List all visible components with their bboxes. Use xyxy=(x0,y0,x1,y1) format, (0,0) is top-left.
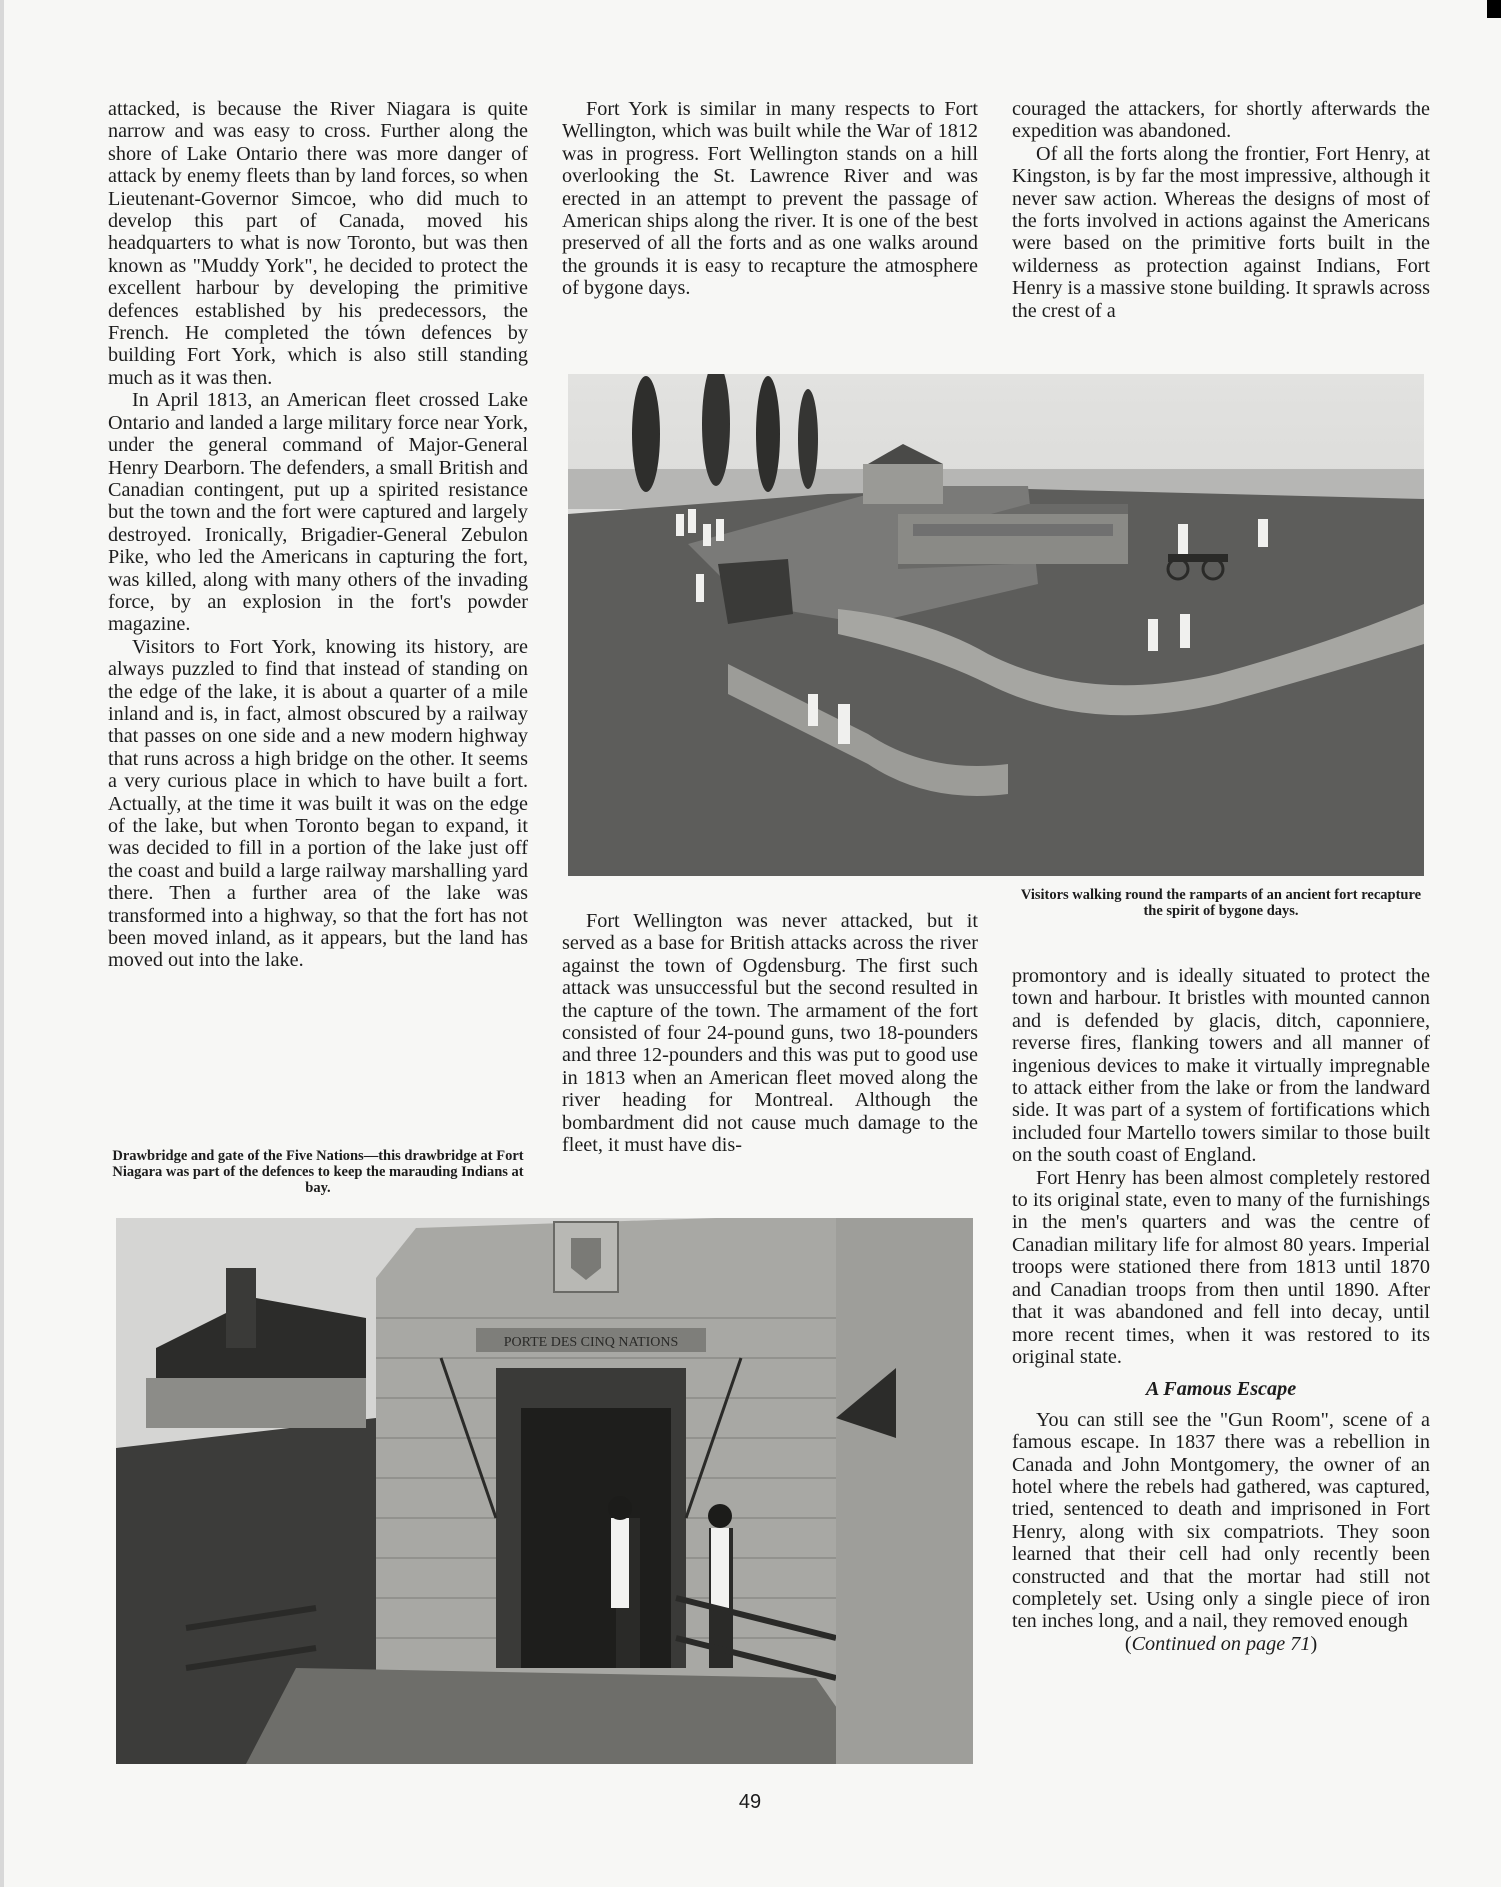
drawbridge-gate-illustration xyxy=(116,1218,973,1764)
page-edge xyxy=(0,0,4,1887)
paragraph: Visitors to Fort York, knowing its history, are always puzzled to find that instead of standing on the edge of the lake, it is about a quarter of a mile inland and is, in fact, almost obscured by a railway that passes on one side and a new modern highway that runs across a high bridge on the other. It seems a very curious place in which to have built a fort. Actually, at the time it was built it was on the edge of the lake, but when Toronto began to expand, it was decided to fill in a portion of the lake just off the coast and build a large railway marshalling yard there. Then a further area of the lake was transformed into a highway, so that the fort has not been moved inland, as it appears, but the land has moved out into the lake. xyxy=(108,635,528,972)
corner-mark xyxy=(1487,0,1501,18)
paragraph: couraged the attackers, for shortly afterwards the expedition was abandoned. xyxy=(1012,98,1430,143)
photo-caption-ramparts: Visitors walking round the ramparts of an ancient fort recapture the spirit of bygone days. xyxy=(1020,887,1422,919)
column-2-bottom xyxy=(562,910,978,1156)
section-subheading: A Famous Escape xyxy=(1145,1378,1297,1401)
page-number: 49 xyxy=(738,1791,762,1813)
column-2-top xyxy=(562,98,978,300)
paragraph: Fort Henry has been almost completely restored to its original state, even to many of the furnishings in the men's quarters and was the centre of Canadian military life for almost 80 years. Imperial troops were stationed there from 1813 until 1870 and Canadian troops from then until 1890. After that it was abandoned and fell into decay, until more recent times, when it was restored to its original state. xyxy=(1012,1166,1430,1368)
paragraph: Fort Wellington was never attacked, but it served as a base for British attacks across the river against the town of Ogdensburg. The first such attack was unsuccessful but the second resulted in the capture of the town. The armament of the fort consisted of four 24-pound guns, two 18-pounders and three 12-pounders and this was put to good use in 1813 when an American fleet moved along the river heading for Montreal. Although the bombardment did not cause much damage to the fleet, it must have dis- xyxy=(562,910,978,1157)
paragraph: You can still see the "Gun Room", scene of a famous escape. In 1837 there was a rebellion in Canada and John Montgomery, the owner of an hotel where the rebels had gathered, was captured, tried, sentenced to death and imprisoned in Fort Henry, along with six compatriots. They soon learned that their cell had only recently been constructed and that the mortar had still not completely set. Using only a single piece of iron ten inches long, and a nail, they removed enough xyxy=(1012,1408,1430,1633)
photo-drawbridge-gate xyxy=(116,1218,973,1764)
column-1 xyxy=(108,98,528,972)
gate-inscription: PORTE DES CINQ NATIONS xyxy=(503,1335,679,1350)
photo-caption-drawbridge: Drawbridge and gate of the Five Nations—this drawbridge at Fort Niagara was part of the defences to keep the marauding Indians at bay. xyxy=(112,1148,524,1196)
continued-note: (Continued on page 71) xyxy=(1124,1632,1318,1655)
paragraph: In April 1813, an American fleet crossed Lake Ontario and landed a large military force near York, under the general command of Major-General Henry Dearborn. The defenders, a small British and Canadian contingent, put up a spirited resistance but the town and the fort were captured and largely destroyed. Ironically, Brigadier-General Zebulon Pike, who led the Americans in capturing the fort, was killed, along with many others of the invading force, by an explosion in the fort's powder magazine. xyxy=(108,389,528,636)
paragraph: Of all the forts along the frontier, Fort Henry, at Kingston, is by far the most impressive, although it never saw action. Whereas the designs of most of the forts involved in actions against the Americans were based on the primitive forts built in the wilderness as protection against Indians, Fort Henry is a massive stone building. It sprawls across the crest of a xyxy=(1012,142,1430,322)
paragraph: Fort York is similar in many respects to Fort Wellington, which was built while the War of 1812 was in progress. Fort Wellington stands on a hill overlooking the St. Lawrence River and was erected in an attempt to prevent the passage of American ships along the river. It is one of the best preserved of all the forts and as one walks around the grounds it is easy to recapture the atmosphere of bygone days. xyxy=(562,98,978,300)
column-3-top xyxy=(1012,98,1430,322)
paragraph: promontory and is ideally situated to protect the town and harbour. It bristles with mounted cannon and is defended by glacis, ditch, caponniere, reverse fires, flanking towers and all manner of ingenious devices to make it virtually impregnable to attack either from the lake or from the landward side. It was part of a system of fortifications which included four Martello towers similar to those built on the south coast of England. xyxy=(1012,965,1430,1167)
paragraph: attacked, is because the River Niagara is quite narrow and was easy to cross. Further along the shore of Lake Ontario there was more danger of attack by enemy fleets than by land forces, so when Lieutenant-Governor Simcoe, who did much to develop this part of Canada, moved his headquarters to what is now Toronto, but was then known as "Muddy York", he decided to protect the excellent harbour by developing the primitive defences established by his predecessors, the French. He completed the tówn defences by building Fort York, which is also still standing much as it was then. xyxy=(108,98,528,389)
photo-fort-ramparts xyxy=(568,374,1424,876)
fort-ramparts-illustration xyxy=(568,374,1424,876)
column-3-bottom xyxy=(1012,965,1430,1655)
